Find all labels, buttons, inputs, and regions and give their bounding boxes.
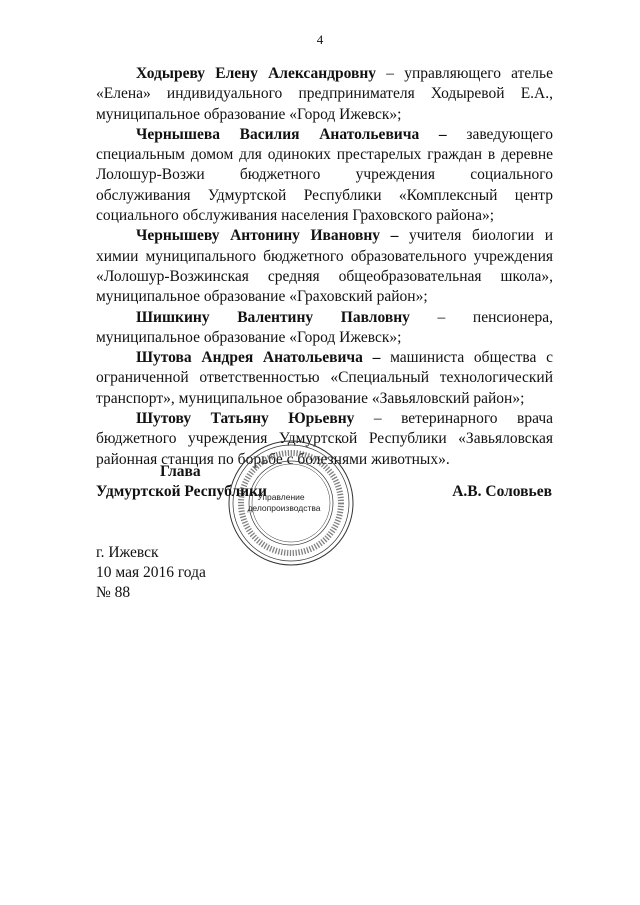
award-paragraph-1 [96, 64, 553, 125]
person-name: Шутову Татьяну Юрьевну [136, 410, 355, 428]
signature-title-line1: Глава [160, 463, 201, 480]
stamp-department-line2: делопроизводства [247, 503, 321, 513]
person-name: Шишкину Валентину Павловну [136, 308, 410, 326]
award-paragraph-5 [96, 348, 553, 409]
signatory-name: А.В. Соловьев [452, 483, 552, 500]
person-description: – управляющего ателье «Елена» индивидуального предпринимателя Ходыревой Е.А., муниципальное образование «Город Ижевск»; [96, 65, 553, 123]
official-stamp [226, 438, 356, 568]
document-footer [96, 543, 206, 603]
person-name: Чернышеву Антонину Ивановну – [136, 227, 399, 245]
footer-city: г. Ижевск [96, 544, 159, 561]
person-name: Шутова Андрея Анатольевича – [136, 349, 381, 367]
signature-title-line2: Удмуртской Республики [96, 483, 267, 500]
person-name: Ходыреву Елену Александровну [136, 65, 377, 82]
award-paragraph-4 [96, 308, 553, 349]
award-paragraph-3 [96, 226, 553, 307]
stamp-department-line1: Управление [257, 492, 305, 502]
person-description: – ветеринарного врача бюджетного учреждения Удмуртской Республики «Завьяловская районная станция по борьбе с болезнями животных». [96, 410, 554, 468]
page-number: 4 [316, 32, 324, 47]
person-description: заведующего специальным домом для одиноких престарелых граждан в деревне Лолошур-Возжи бюджетного учреждения социального обслуживания Удмуртской Республики «Комплексный центр социального обслуживания населения Граховского района»; [96, 125, 553, 225]
person-description: учителя биологии и химии муниципального бюджетного образовательного учреждения «Лолошур-Возжинская средняя общеобразовательная школа», муниципальное образование «Граховский район»; [96, 227, 553, 306]
footer-number: № 88 [96, 584, 131, 601]
person-description: – пенсионера, муниципальное образование «Город Ижевск»; [96, 308, 554, 346]
person-name: Чернышева Василия Анатольевича – [136, 125, 447, 143]
document-body [96, 64, 553, 470]
footer-date: 10 мая 2016 года [96, 564, 206, 581]
person-description: машиниста общества с ограниченной ответственностью «Специальный технологический транспорт», муниципальное образование «Завьяловский район»; [96, 349, 553, 407]
award-paragraph-2 [96, 125, 553, 226]
